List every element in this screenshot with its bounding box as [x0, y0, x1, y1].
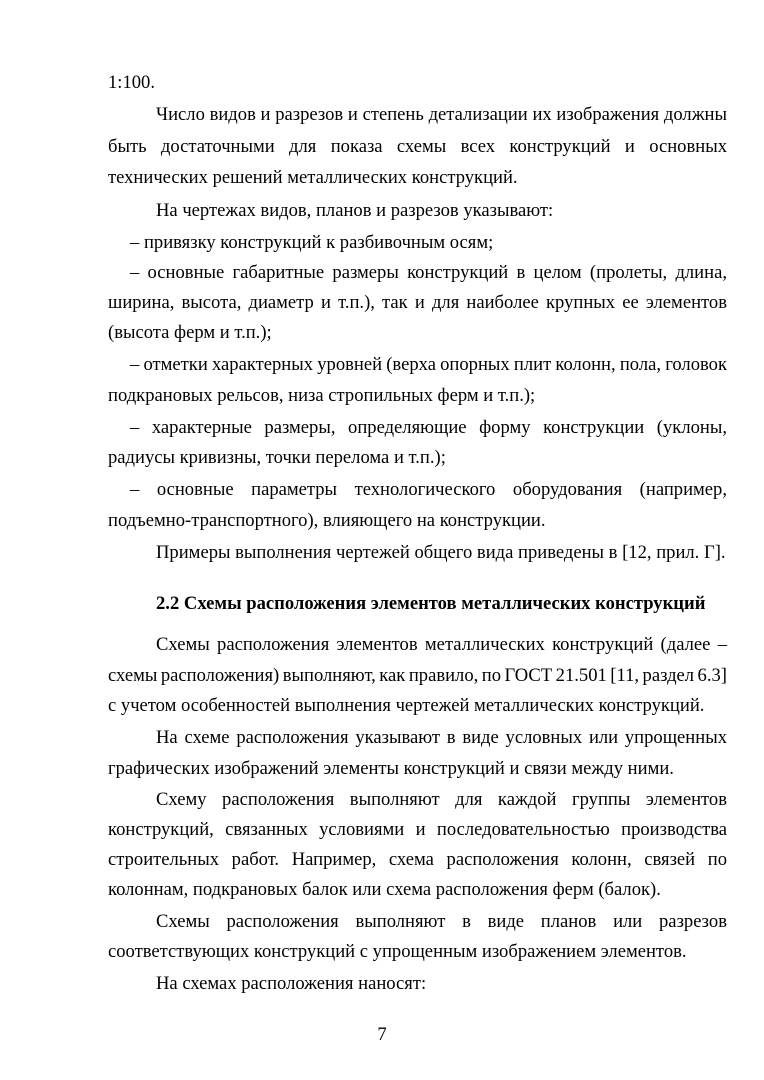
paragraph-line: На схеме расположения указывают в виде условных или упрощенных [156, 727, 727, 748]
paragraph-line: Схемы расположения элементов металлических конструкций (далее – [156, 634, 727, 655]
list-item: – основные параметры технологического оборудования (например, [130, 479, 727, 500]
list-item-line: (высота ферм и т.п.); [108, 322, 272, 343]
paragraph-line: колоннам, подкрановых балок или схема расположения ферм (балок). [108, 879, 661, 900]
paragraph-line: Число видов и разрезов и степень детализации их изображения должны [156, 104, 727, 125]
paragraph-line: Схему расположения выполняют для каждой группы элементов [156, 789, 727, 810]
list-item-line: ширина, высота, диаметр и т.п.), так и для наиболее крупных ее элементов [108, 292, 727, 313]
paragraph-line: конструкций, связанных условиями и последовательностью производства [108, 819, 727, 840]
section-heading: 2.2 Схемы расположения элементов металлических конструкций [156, 593, 706, 614]
list-item: – характерные размеры, определяющие форму конструкции (уклоны, [130, 417, 727, 438]
page-number: 7 [377, 1024, 387, 1045]
paragraph-line: быть достаточными для показа схемы всех конструкций и основных [108, 136, 727, 157]
list-item: – основные габаритные размеры конструкций в целом (пролеты, длина, [130, 262, 727, 283]
list-item-line: радиусы кривизны, точки перелома и т.п.); [108, 447, 446, 468]
list-item-line: подъемно-транспортного), влияющего на конструкции. [108, 510, 546, 531]
paragraph-line: Примеры выполнения чертежей общего вида приведены в [12, прил. Г]. [156, 542, 726, 563]
text-line: 1:100. [108, 72, 156, 93]
list-item-line: подкрановых рельсов, низа стропильных ферм и т.п.); [108, 385, 536, 406]
paragraph-line: На схемах расположения наносят: [156, 973, 427, 994]
paragraph-line: с учетом особенностей выполнения чертежей металлических конструкций. [108, 695, 705, 716]
paragraph-line: соответствующих конструкций с упрощенным изображением элементов. [108, 941, 687, 962]
paragraph-line: графических изображений элементы конструкций и связи между ними. [108, 758, 674, 779]
list-item: – привязку конструкций к разбивочным осям; [130, 232, 494, 253]
paragraph-line: Схемы расположения выполняют в виде планов или разрезов [156, 911, 727, 932]
paragraph-line: На чертежах видов, планов и разрезов указывают: [156, 200, 554, 221]
paragraph-line: строительных работ. Например, схема расположения колонн, связей по [108, 849, 727, 870]
paragraph-line: технических решений металлических конструкций. [108, 167, 518, 188]
list-item: – отметки характерных уровней (верха опорных плит колонн, пола, головок [130, 354, 727, 375]
paragraph-line: схемы расположения) выполняют, как правило, по ГОСТ 21.501 [11, раздел 6.3] [108, 665, 727, 686]
